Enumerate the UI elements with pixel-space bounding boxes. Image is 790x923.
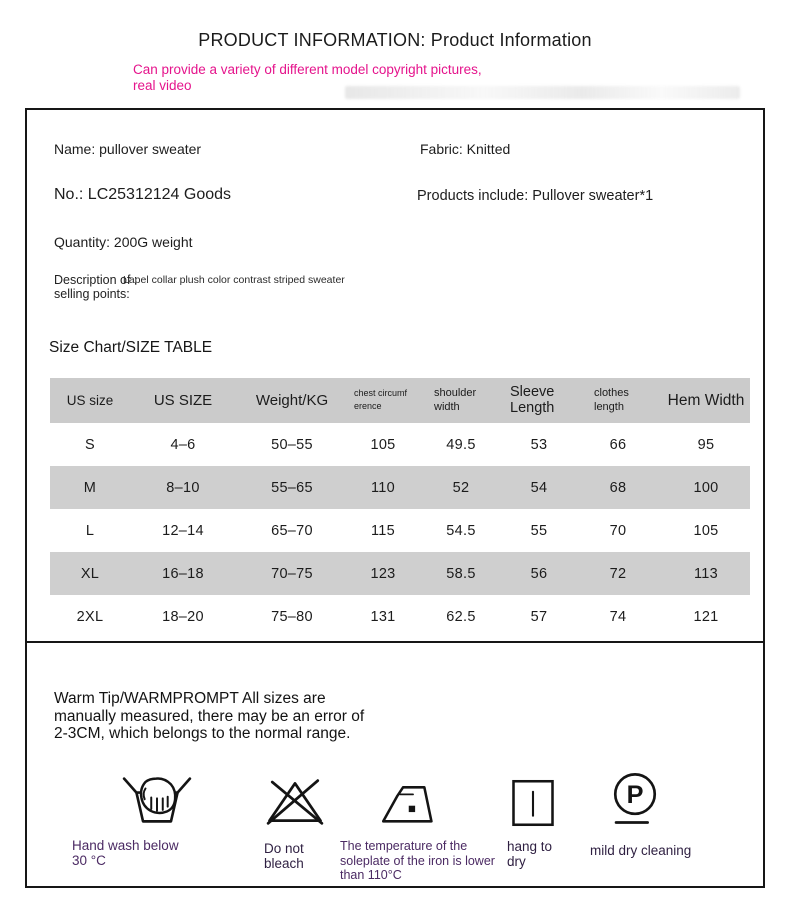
- hang-to-dry-icon: [509, 776, 557, 830]
- size-chart-heading: Size Chart/SIZE TABLE: [49, 339, 213, 356]
- page-title: PRODUCT INFORMATION: Product Information: [198, 30, 592, 50]
- size-table-cell: 54.5: [446, 522, 476, 539]
- do-not-bleach-label: Do not bleach: [264, 841, 304, 871]
- size-table-cell: 113: [693, 565, 719, 582]
- size-table-row: [50, 423, 750, 466]
- iron-low-temp-icon: [379, 780, 447, 830]
- size-table-body: [50, 423, 750, 638]
- size-table-row: [50, 509, 750, 552]
- watermark: [345, 86, 740, 99]
- warm-tip: [54, 690, 364, 743]
- size-table-wrap: [50, 378, 752, 638]
- size-table-cell: 115: [370, 522, 396, 539]
- product-quantity: Quantity: 200G weight: [54, 234, 193, 250]
- hang-to-dry-label: hang to dry: [507, 839, 553, 869]
- size-table-header-cell: clothes length: [594, 386, 629, 414]
- size-table-cell: 110: [370, 479, 396, 496]
- size-table-cell: 75–80: [271, 608, 313, 625]
- size-table-cell: M: [83, 479, 97, 496]
- size-table-cell: XL: [80, 565, 100, 582]
- size-table-cell: 56: [530, 565, 548, 582]
- section-divider: [27, 641, 763, 643]
- product-fabric: Fabric: Knitted: [420, 141, 511, 157]
- size-table-cell: 50–55: [271, 436, 313, 453]
- size-table-cell: 58.5: [446, 565, 476, 582]
- size-table-header-cell: Hem Width: [667, 391, 745, 409]
- size-table-cell: 121: [693, 608, 719, 625]
- warm-tip-line-1: Warm Tip/WARMPROMPT All sizes are: [54, 690, 326, 707]
- hand-wash-label: Hand wash below 30 °C: [72, 838, 179, 868]
- size-table-header-cell: US size: [66, 393, 114, 408]
- dry-clean-p-icon: [605, 770, 665, 834]
- size-table-cell: 131: [370, 608, 396, 625]
- product-number: No.: LC25312124 Goods: [54, 186, 232, 203]
- size-table-cell: 18–20: [162, 608, 204, 625]
- size-table-cell: S: [85, 436, 95, 453]
- do-not-bleach-icon: [264, 772, 326, 832]
- product-info-card: [25, 108, 765, 888]
- size-table-cell: 100: [693, 479, 719, 496]
- product-includes: Products include: Pullover sweater*1: [417, 188, 654, 204]
- size-table-cell: 65–70: [271, 522, 313, 539]
- size-table-row: [50, 595, 750, 638]
- product-name: Name: pullover sweater: [54, 141, 202, 157]
- size-table: [50, 378, 750, 638]
- iron-low-temp-label: The temperature of the soleplate of the iron is lower than 110°C: [340, 839, 495, 882]
- size-table-cell: 70: [609, 522, 627, 539]
- size-table-cell: 123: [370, 565, 396, 582]
- size-table-cell: 66: [609, 436, 627, 453]
- hand-wash-icon: [120, 768, 194, 832]
- size-table-row: [50, 552, 750, 595]
- size-table-cell: 55: [530, 522, 548, 539]
- size-table-header-cell: Sleeve Length: [510, 383, 555, 417]
- size-table-head: [50, 378, 750, 423]
- size-table-cell: 95: [697, 436, 715, 453]
- size-table-cell: L: [85, 522, 95, 539]
- size-table-cell: 55–65: [271, 479, 313, 496]
- size-table-cell: 62.5: [446, 608, 476, 625]
- size-table-cell: 70–75: [271, 565, 313, 582]
- subtitle-line-1: Can provide a variety of different model copyright pictures,: [133, 62, 482, 77]
- description-value: Lapel collar plush color contrast striped sweater: [123, 274, 345, 286]
- size-table-header-row: [50, 378, 750, 423]
- size-table-header-cell: chest circumference: [354, 387, 408, 412]
- size-table-cell: 2XL: [76, 608, 104, 625]
- description-label-line-2: selling points:: [54, 287, 130, 301]
- subtitle-line-2: real video: [133, 78, 192, 93]
- warm-tip-line-3: 2-3CM, which belongs to the normal range.: [54, 725, 351, 742]
- size-table-cell: 105: [370, 436, 396, 453]
- size-table-header-cell: US SIZE: [153, 392, 213, 409]
- size-table-row: [50, 466, 750, 509]
- size-table-cell: 74: [609, 608, 627, 625]
- size-table-cell: 68: [609, 479, 627, 496]
- size-table-cell: 49.5: [446, 436, 476, 453]
- size-table-cell: 105: [693, 522, 719, 539]
- size-table-cell: 8–10: [166, 479, 200, 496]
- size-table-cell: 52: [452, 479, 470, 496]
- size-table-cell: 16–18: [162, 565, 204, 582]
- size-table-cell: 12–14: [162, 522, 204, 539]
- size-table-cell: 53: [530, 436, 548, 453]
- size-table-header-cell: Weight/KG: [255, 392, 329, 409]
- size-table-header-cell: shoulder width: [434, 386, 477, 414]
- dry-clean-p-label: mild dry cleaning: [590, 843, 692, 858]
- size-table-cell: 72: [609, 565, 627, 582]
- size-table-cell: 54: [530, 479, 548, 496]
- warm-tip-line-2: manually measured, there may be an error of: [54, 707, 365, 725]
- size-table-cell: 4–6: [170, 436, 196, 453]
- p-symbol: P: [626, 780, 644, 809]
- description-label-line-1: Description of :: [54, 273, 138, 287]
- size-table-cell: 57: [530, 608, 548, 625]
